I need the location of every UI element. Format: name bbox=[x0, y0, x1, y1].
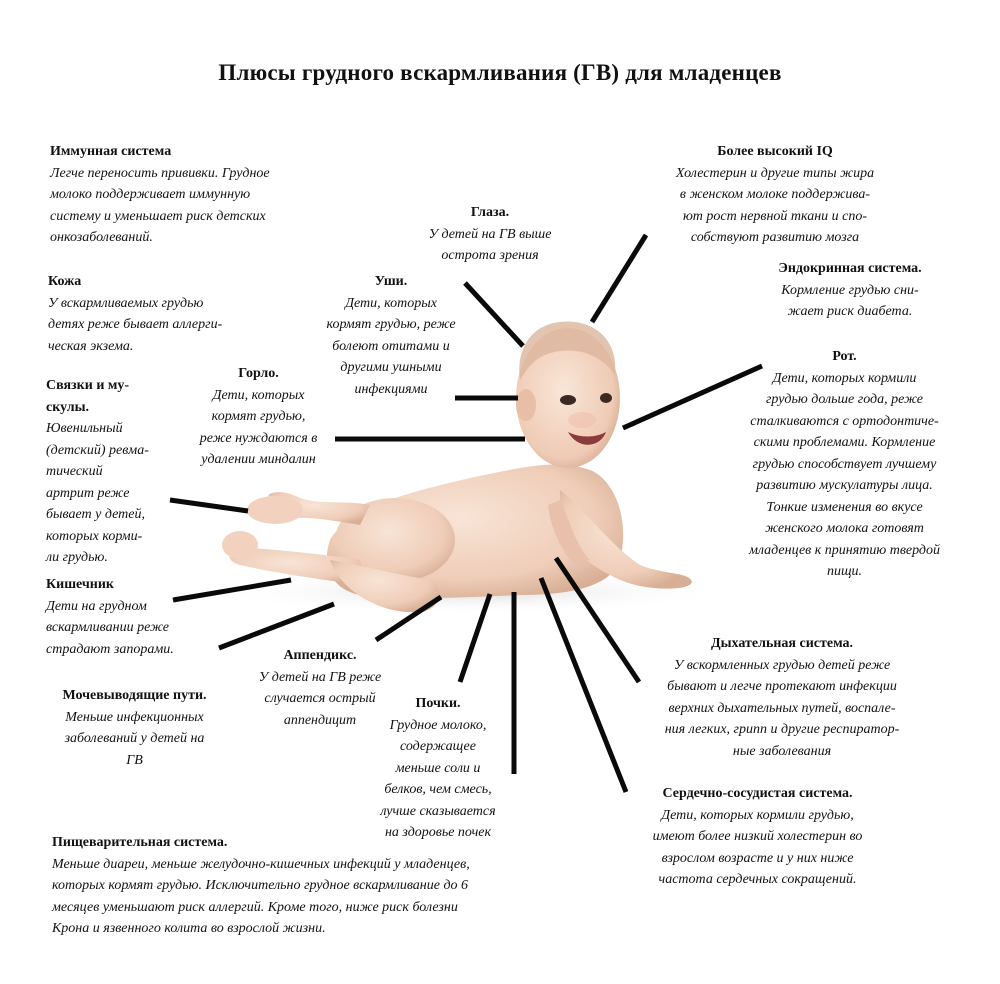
iq-text: Холестерин и другие типы жира в женском молоке поддержива- ют рост нервной ткани и спо- собствуют развитию мозга bbox=[675, 165, 875, 245]
ears-text: Дети, которых кормят грудью, реже болеют отитами и другими ушными инфекциями bbox=[326, 295, 456, 397]
block-intestine bbox=[46, 574, 226, 660]
kidneys-heading: Почки. bbox=[415, 696, 461, 711]
appendix-text: У детей на ГВ реже случается острый аппендицит bbox=[258, 669, 382, 728]
line-cardio bbox=[541, 578, 626, 792]
joints-heading: Связки и му- скулы. bbox=[46, 378, 130, 415]
block-joints bbox=[46, 375, 181, 569]
urinary-heading: Мочевыводящие пути. bbox=[62, 688, 207, 703]
respiratory-text: У вскормленных грудью детей реже бывают и легче протекают инфекции верхних дыхательных путей, воспале- ния легких, грипп и другие респиратор- ные заболевания bbox=[664, 657, 900, 759]
immune-heading: Иммунная система bbox=[50, 144, 172, 159]
digestive-text: Меньше диареи, меньше желудочно-кишечных инфекций у младенцев, которых кормят грудью. Исключительно грудное вскармливание до 6 месяцев уменьшают риск аллергий. Кроме того, ниже риск болезни Крона и язвенного колита во взрослой жизни. bbox=[52, 856, 470, 936]
block-mouth bbox=[722, 346, 967, 583]
block-kidneys bbox=[358, 693, 518, 844]
skin-heading: Кожа bbox=[48, 274, 82, 289]
appendix-heading: Аппендикс. bbox=[283, 648, 357, 663]
cardio-heading: Сердечно-сосудистая система. bbox=[662, 786, 853, 801]
mouth-heading: Рот. bbox=[832, 349, 857, 364]
line-joints bbox=[170, 500, 248, 511]
respiratory-heading: Дыхательная система. bbox=[710, 636, 854, 651]
joints-text: Ювенильный (детский) ревма- тический артрит реже бывает у детей, которых корми- ли грудью. bbox=[46, 421, 149, 565]
intestine-text: Дети на грудном вскармливании реже страдают запорами. bbox=[46, 598, 174, 657]
ears-heading: Уши. bbox=[374, 274, 408, 289]
block-skin bbox=[48, 271, 278, 357]
block-endocrine bbox=[750, 258, 950, 323]
mouth-text: Дети, которых кормили грудью дольше года, реже сталкиваются с ортодонтиче- скими проблемами. Кормление грудью способствует лучшему развитию мускулатуры лица. Тонкие изменения во вкусе женского молока готовят младенцев к принятию твердой пищи. bbox=[748, 370, 941, 579]
block-respiratory bbox=[632, 633, 932, 762]
block-immune bbox=[50, 141, 350, 249]
urinary-text: Меньше инфекционных заболеваний у детей на ГВ bbox=[64, 709, 205, 768]
kidneys-text: Грудное молоко, содержащее меньше соли и белков, чем смесь, лучше сказывается на здоровье почек bbox=[380, 717, 496, 840]
line-appendix-left bbox=[219, 604, 334, 648]
throat-text: Дети, которых кормят грудью, реже нуждаются в удалении миндалин bbox=[199, 387, 318, 467]
block-iq bbox=[640, 141, 910, 249]
eyes-heading: Глаза. bbox=[470, 205, 510, 220]
block-ears bbox=[306, 271, 476, 400]
endocrine-text: Кормление грудью сни- жает риск диабета. bbox=[781, 282, 919, 319]
block-eyes bbox=[405, 202, 575, 267]
block-urinary bbox=[42, 685, 227, 771]
block-cardio bbox=[620, 783, 895, 891]
line-respiratory bbox=[556, 558, 639, 682]
intestine-heading: Кишечник bbox=[46, 577, 114, 592]
page-title: Плюсы грудного вскармливания (ГВ) для младенцев bbox=[218, 60, 782, 85]
line-iq bbox=[592, 235, 646, 322]
cardio-text: Дети, которых кормили грудью, имеют более низкий холестерин во взрослом возрасте и у них ниже частота сердечных сокращений. bbox=[652, 807, 863, 887]
eyes-text: У детей на ГВ выше острота зрения bbox=[428, 226, 552, 263]
line-kidneys-left bbox=[460, 594, 490, 682]
immune-text: Легче переносить прививки. Грудное молоко поддерживает иммунную систему и уменьшает риск детских онкозаболеваний. bbox=[50, 165, 270, 245]
skin-text: У вскармливаемых грудью детях реже бывает аллерги- ческая экзема. bbox=[48, 295, 223, 354]
throat-heading: Горло. bbox=[238, 366, 279, 381]
iq-heading: Более высокий IQ bbox=[717, 144, 833, 159]
block-digestive bbox=[52, 832, 572, 940]
digestive-heading: Пищеварительная система. bbox=[52, 835, 228, 850]
line-appendix bbox=[376, 597, 441, 640]
endocrine-heading: Эндокринная система. bbox=[778, 261, 922, 276]
